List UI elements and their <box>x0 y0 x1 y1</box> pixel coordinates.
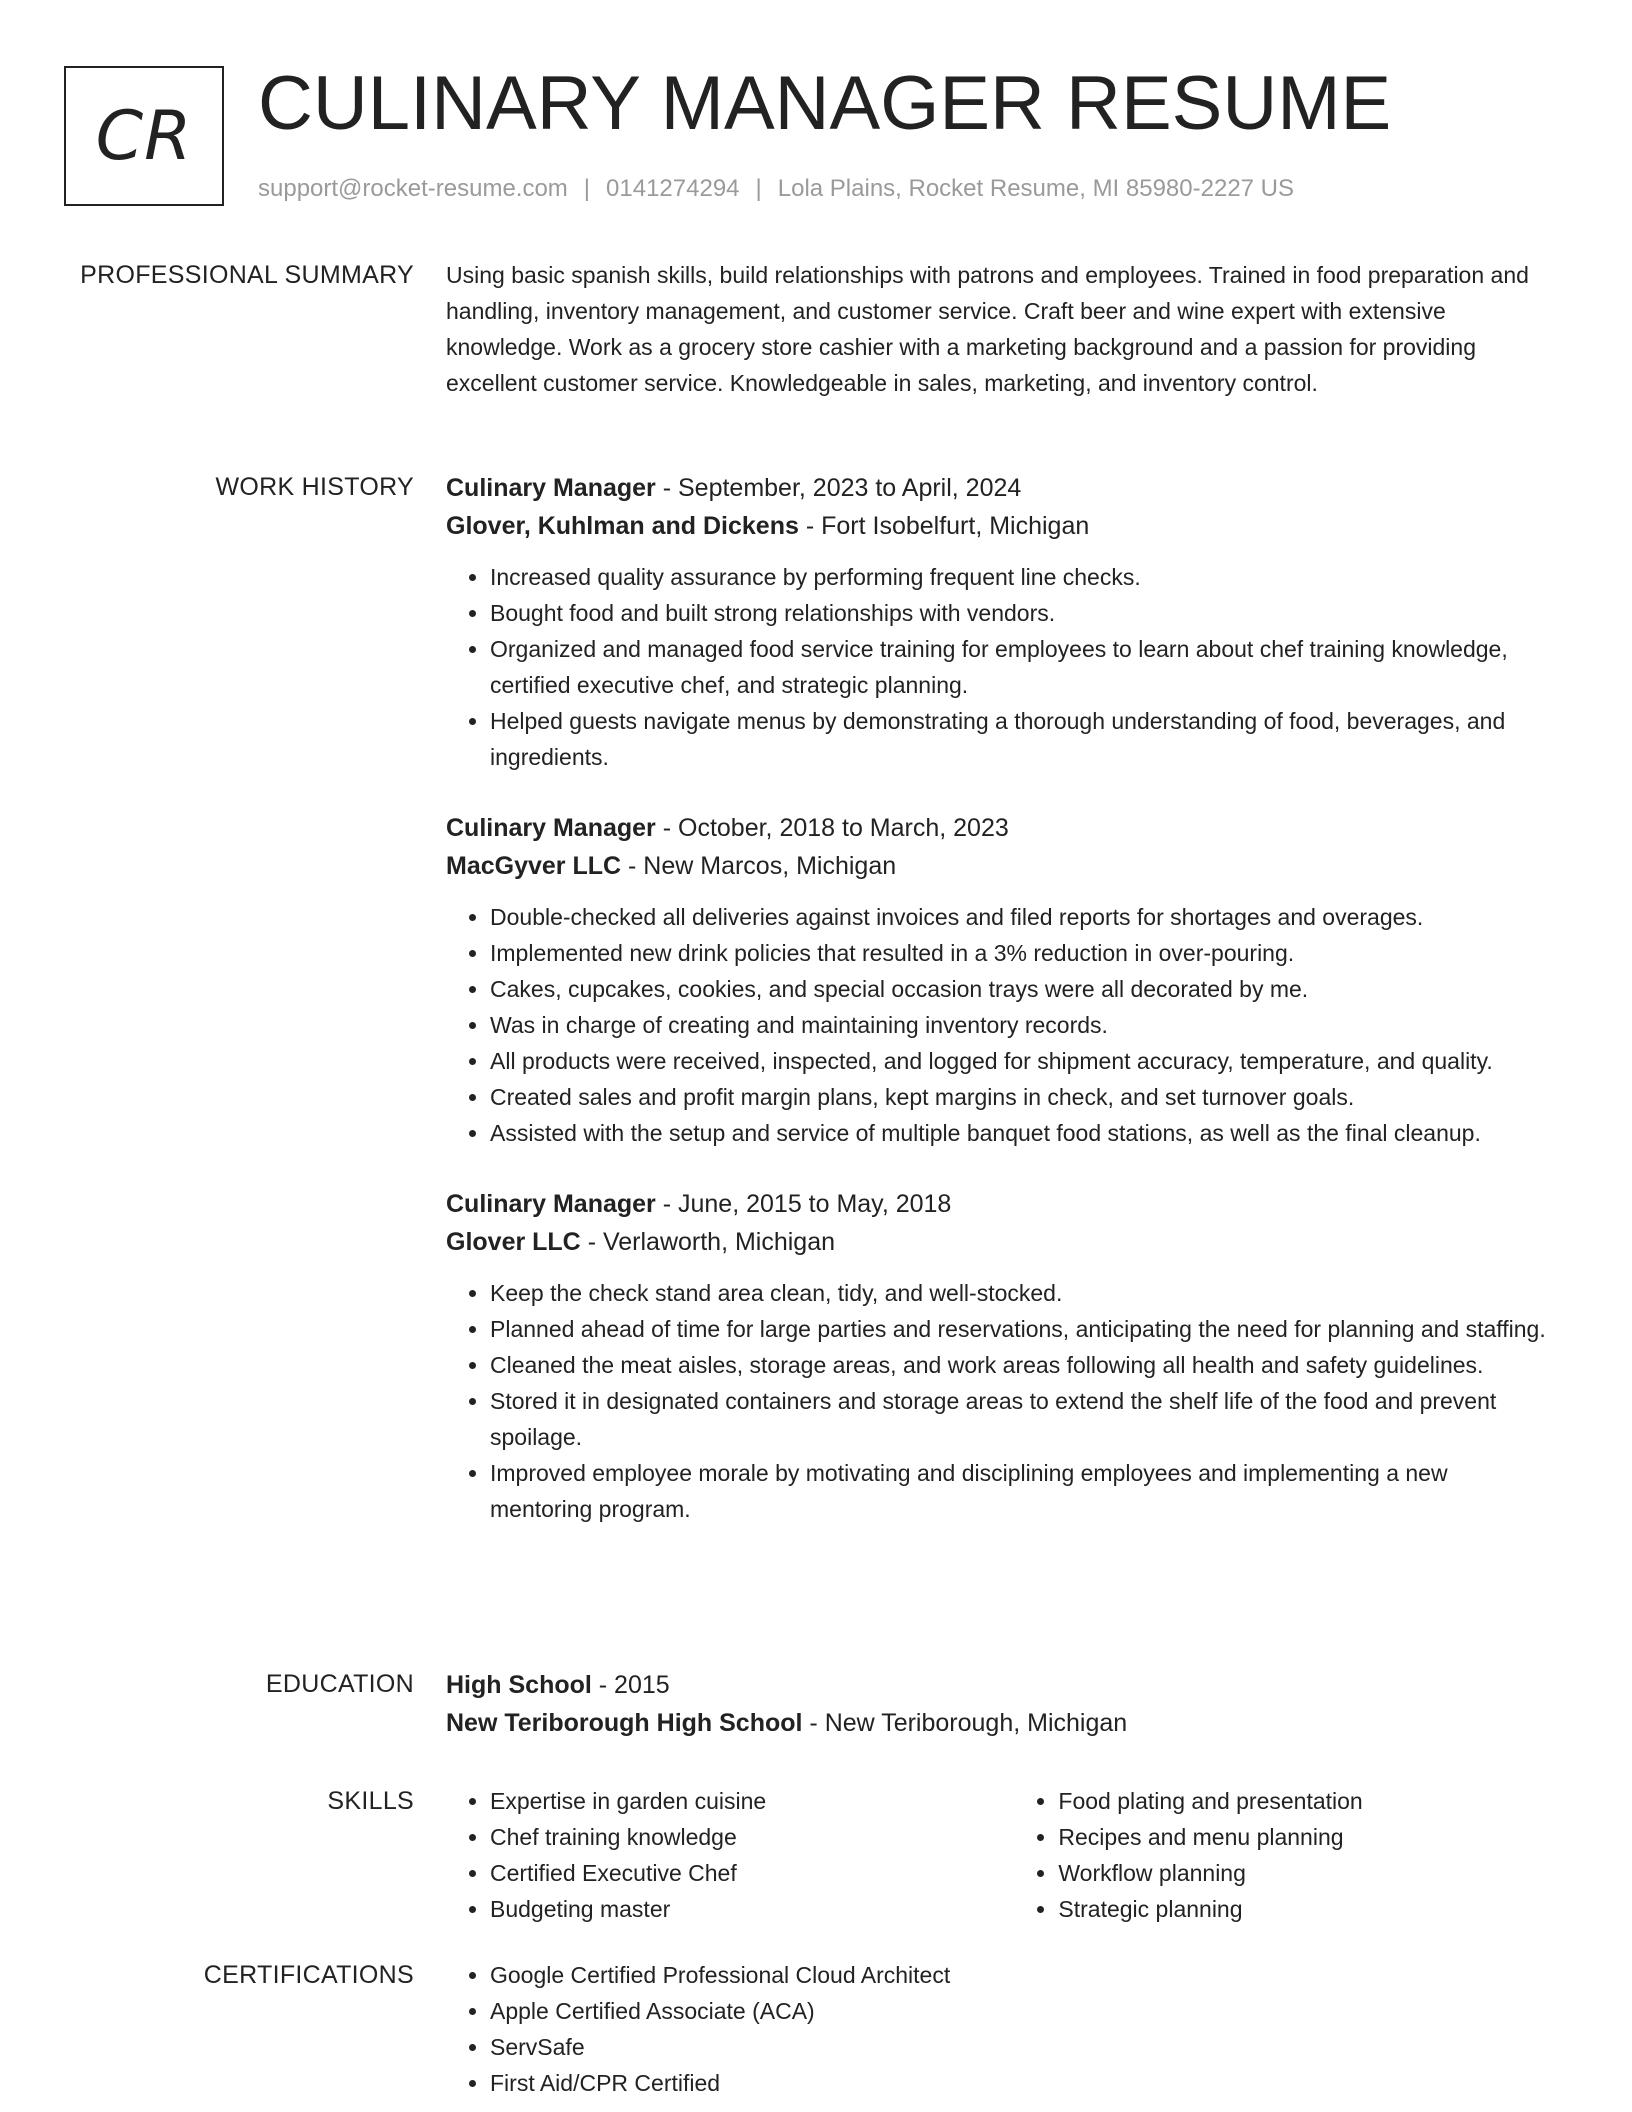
skill-item: • Expertise in garden cuisine <box>490 1783 1014 1819</box>
page-title: CULINARY MANAGER RESUME <box>258 61 1392 146</box>
certification-item: • Google Certified Professional Cloud Architect <box>490 1957 1556 1993</box>
contact-separator: | <box>583 175 591 202</box>
summary-text: Using basic spanish skills, build relationships with patrons and employees. Trained in food preparation and handling, inventory management, and customer service. Craft beer and wine expert with extensive knowledge. Work as a grocery store cashier with a marketing background and a passion for providing excellent customer service. Knowledgeable in sales, marketing, and inventory control. <box>446 262 1529 396</box>
skill-item: • Budgeting master <box>490 1891 1014 1927</box>
skills-list-right <box>1014 1783 1556 1927</box>
job-entry <box>446 469 1556 775</box>
job-company: Glover LLC <box>446 1228 581 1256</box>
job-company-line <box>446 847 1556 885</box>
monogram-logo <box>64 66 224 206</box>
job-company: Glover, Kuhlman and Dickens <box>446 512 799 540</box>
job-entry <box>446 1185 1556 1527</box>
certification-item: • ServSafe <box>490 2029 1556 2065</box>
contact-separator: | <box>755 175 762 202</box>
job-dates: - October, 2018 to March, 2023 <box>655 814 1009 842</box>
job-bullet: • Keep the check stand area clean, tidy, and well-stocked. <box>490 1275 1556 1311</box>
skill-item: • Recipes and menu planning <box>1058 1819 1556 1855</box>
certifications-body <box>446 1957 1556 2101</box>
job-bullet: • Increased quality assurance by performing frequent line checks. <box>490 559 1556 595</box>
job-title: Culinary Manager <box>446 474 656 502</box>
job-company-line <box>446 507 1556 545</box>
job-location: - New Marcos, Michigan <box>621 852 897 880</box>
section-label-certifications: CERTIFICATIONS <box>203 1961 414 1989</box>
job-bullet: • Double-checked all deliveries against invoices and filed reports for shortages and overages. <box>490 899 1556 935</box>
skills-list-left <box>446 1783 1014 1927</box>
skill-item: • Food plating and presentation <box>1058 1783 1556 1819</box>
section-label-education: EDUCATION <box>265 1670 414 1698</box>
monogram-text: CR <box>95 96 193 176</box>
work-history-body <box>446 469 1556 1561</box>
job-bullet: • Cakes, cupcakes, cookies, and special occasion trays were all decorated by me. <box>490 971 1556 1007</box>
skill-item: • Workflow planning <box>1058 1855 1556 1891</box>
job-company: MacGyver LLC <box>446 852 622 880</box>
job-dates: - June, 2015 to May, 2018 <box>655 1190 952 1218</box>
job-bullet: • All products were received, inspected, and logged for shipment accuracy, temperature, and quality. <box>490 1043 1556 1079</box>
job-title-line <box>446 809 1556 847</box>
job-bullets <box>446 1275 1556 1527</box>
education-degree: High School <box>446 1671 592 1699</box>
job-title-line <box>446 469 1556 507</box>
job-location: - Fort Isobelfurt, Michigan <box>798 512 1090 540</box>
job-bullet: • Stored it in designated containers and storage areas to extend the shelf life of the food and prevent spoilage. <box>490 1383 1556 1455</box>
skills-columns <box>446 1783 1556 1927</box>
job-bullet: • Created sales and profit margin plans, kept margins in check, and set turnover goals. <box>490 1079 1556 1115</box>
job-bullet: • Helped guests navigate menus by demonstrating a thorough understanding of food, beverages, and ingredients. <box>490 703 1556 775</box>
job-bullet: • Bought food and built strong relationships with vendors. <box>490 595 1556 631</box>
job-bullet: • Assisted with the setup and service of multiple banquet food stations, as well as the final cleanup. <box>490 1115 1556 1151</box>
contact-email: support@rocket-resume.com <box>258 175 568 202</box>
job-bullet: • Was in charge of creating and maintaining inventory records. <box>490 1007 1556 1043</box>
contact-phone: 0141274294 <box>606 175 740 202</box>
education-body <box>446 1666 1556 1742</box>
job-entry <box>446 809 1556 1151</box>
skill-item: • Strategic planning <box>1058 1891 1556 1927</box>
certifications-list <box>446 1957 1556 2101</box>
job-bullet: • Cleaned the meat aisles, storage areas, and work areas following all health and safety guidelines. <box>490 1347 1556 1383</box>
education-location: - New Teriborough, Michigan <box>802 1709 1128 1737</box>
education-school: New Teriborough High School <box>446 1709 803 1737</box>
job-bullet: • Planned ahead of time for large parties and reservations, anticipating the need for planning and staffing. <box>490 1311 1556 1347</box>
job-title-line <box>446 1185 1556 1223</box>
job-title: Culinary Manager <box>446 814 656 842</box>
job-dates: - September, 2023 to April, 2024 <box>655 474 1022 502</box>
education-year: - 2015 <box>591 1671 670 1699</box>
job-bullet: • Implemented new drink policies that resulted in a 3% reduction in over-pouring. <box>490 935 1556 971</box>
job-bullets <box>446 559 1556 775</box>
job-bullet: • Improved employee morale by motivating and disciplining employees and implementing a new mentoring program. <box>490 1455 1556 1527</box>
skill-item: • Certified Executive Chef <box>490 1855 1014 1891</box>
skill-item: • Chef training knowledge <box>490 1819 1014 1855</box>
education-degree-line <box>446 1666 1556 1704</box>
contact-line <box>258 173 1294 205</box>
job-company-line <box>446 1223 1556 1261</box>
contact-address: Lola Plains, Rocket Resume, MI 85980-2227 US <box>777 175 1295 202</box>
job-bullet: • Organized and managed food service training for employees to learn about chef training knowledge, certified executive chef, and strategic planning. <box>490 631 1556 703</box>
job-bullets <box>446 899 1556 1151</box>
job-title: Culinary Manager <box>446 1190 656 1218</box>
section-label-work-history: WORK HISTORY <box>215 473 414 501</box>
education-school-line <box>446 1704 1556 1742</box>
job-location: - Verlaworth, Michigan <box>580 1228 836 1256</box>
section-label-summary: PROFESSIONAL SUMMARY <box>80 261 414 289</box>
certification-item: • First Aid/CPR Certified <box>490 2065 1556 2101</box>
section-label-skills: SKILLS <box>327 1787 414 1815</box>
certification-item: • Apple Certified Associate (ACA) <box>490 1993 1556 2029</box>
skills-body <box>446 1783 1556 1927</box>
summary-body <box>446 257 1556 401</box>
